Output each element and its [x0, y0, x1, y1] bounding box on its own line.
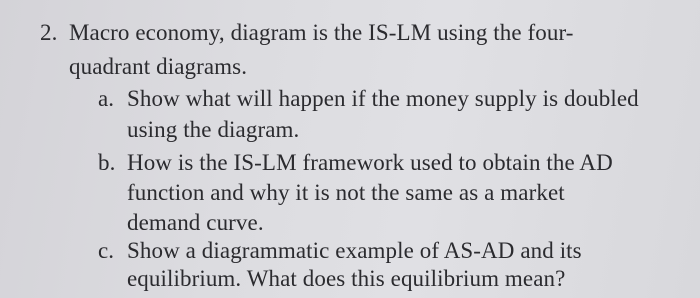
part-c-line-1: Show a diagrammatic example of AS-AD and its: [127, 238, 582, 263]
question-line-1: Macro economy, diagram is the IS-LM using the four-: [69, 20, 574, 45]
part-c-line-2: equilibrium. What does this equilibrium mean?: [127, 266, 566, 291]
part-b-line-1: How is the IS-LM framework used to obtain the AD: [127, 150, 613, 175]
part-a-letter: a.: [98, 86, 115, 111]
question-number: 2.: [40, 20, 58, 45]
part-b-line-2: function and why it is not the same as a market: [127, 180, 565, 205]
part-b-line-3: demand curve.: [127, 210, 264, 235]
question-line-2: quadrant diagrams.: [69, 54, 248, 79]
part-a-line-1: Show what will happen if the money supply is doubled: [127, 86, 639, 111]
part-c-letter: c.: [98, 238, 115, 263]
part-b-letter: b.: [98, 150, 116, 175]
part-a-line-2: using the diagram.: [127, 117, 300, 142]
